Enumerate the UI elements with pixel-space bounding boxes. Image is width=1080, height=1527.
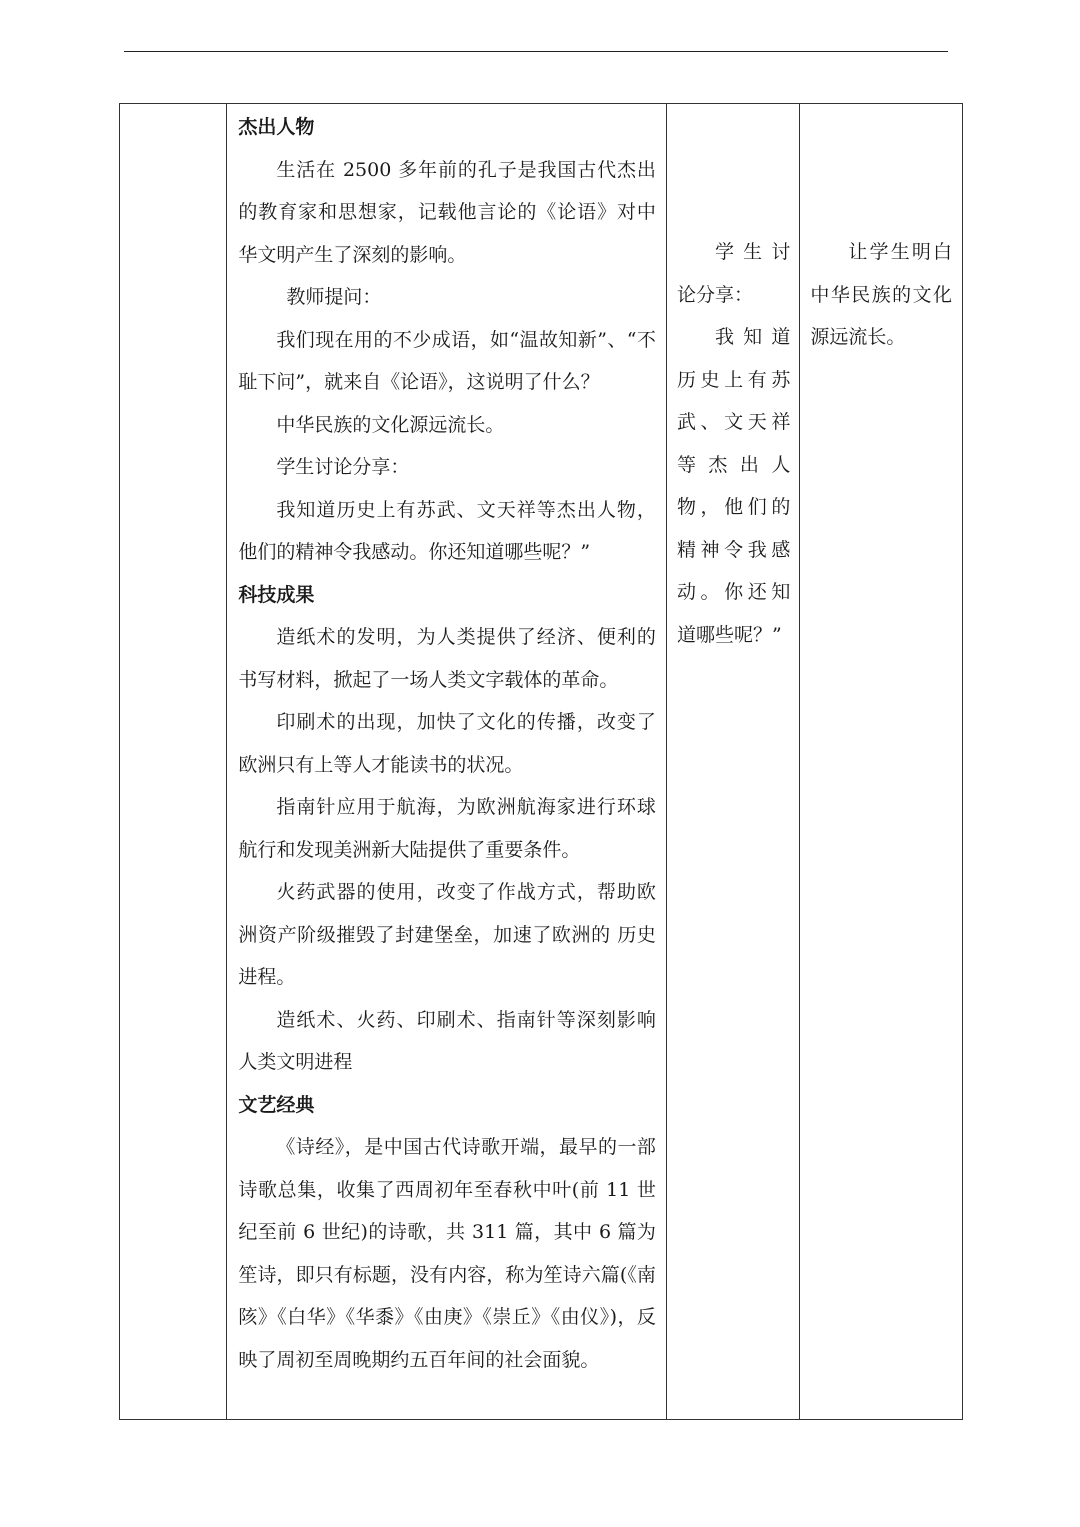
paragraph: 中华民族的文化源远流长。 bbox=[276, 413, 505, 436]
paragraph: 学生讨论分享： bbox=[676, 241, 791, 306]
paragraph: 造纸术、火药、印刷术、指南针等深刻影响人类文明进程 bbox=[238, 1008, 656, 1073]
paragraph: 造纸术的发明，为人类提供了经济、便利的书写材料，掀起了一场人类文字载体的革命。 bbox=[238, 626, 656, 691]
paragraph: 让学生明白中华民族的文化源远流长。 bbox=[810, 241, 952, 348]
paragraph: 我们现在用的不少成语，如“温故知新”、“不耻下问”，就来自《论语》，这说明了什么？ bbox=[238, 328, 656, 393]
lesson-plan-table bbox=[119, 103, 963, 1420]
section-heading-technology: 科技成果 bbox=[238, 583, 315, 606]
table-row bbox=[120, 104, 963, 1420]
section-heading-classics: 文艺经典 bbox=[238, 1093, 315, 1116]
content-cell bbox=[227, 104, 667, 1420]
paragraph: 我知道历史上有苏武、文天祥等杰出人物，他们的精神令我感动。你还知道哪些呢？” bbox=[238, 498, 656, 563]
paragraph: 印刷术的出现，加快了文化的传播，改变了欧洲只有上等人才能读书的状况。 bbox=[238, 711, 656, 776]
paragraph: 火药武器的使用，改变了作战方式，帮助欧洲资产阶级摧毁了封建堡垒，加速了欧洲的 历史进程。 bbox=[238, 881, 656, 988]
empty-cell bbox=[120, 104, 227, 1420]
section-heading-figures: 杰出人物 bbox=[238, 116, 315, 138]
paragraph: 我知道历史上有苏武、文天祥等杰出人物，他们的精神令我感动。你还知道哪些呢？” bbox=[676, 326, 791, 646]
paragraph: 《诗经》，是中国古代诗歌开端，最早的一部诗歌总集，收集了西周初年至春秋中叶(前 11 世纪至前 6 世纪)的诗歌，共 311 篇，其中 6 篇为笙诗，即只有标题，没有内容，称为笙诗六篇(《南陔》《白华》《华黍》《由庚》《崇丘》《由仪》)，反映了周初至周晚期约五百年间的社会面貌。 bbox=[238, 1136, 656, 1371]
header-rule bbox=[124, 51, 948, 52]
paragraph: 指南针应用于航海，为欧洲航海家进行环球航行和发现美洲新大陆提供了重要条件。 bbox=[238, 796, 656, 861]
student-activity-cell bbox=[666, 104, 799, 1420]
paragraph: 学生讨论分享： bbox=[276, 456, 410, 478]
paragraph: 生活在 2500 多年前的孔子是我国古代杰出的教育家和思想家，记载他言论的《论语》对中华文明产生了深刻的影响。 bbox=[238, 158, 656, 266]
paragraph: 教师提问： bbox=[286, 286, 382, 308]
design-intent-cell bbox=[800, 104, 963, 1420]
